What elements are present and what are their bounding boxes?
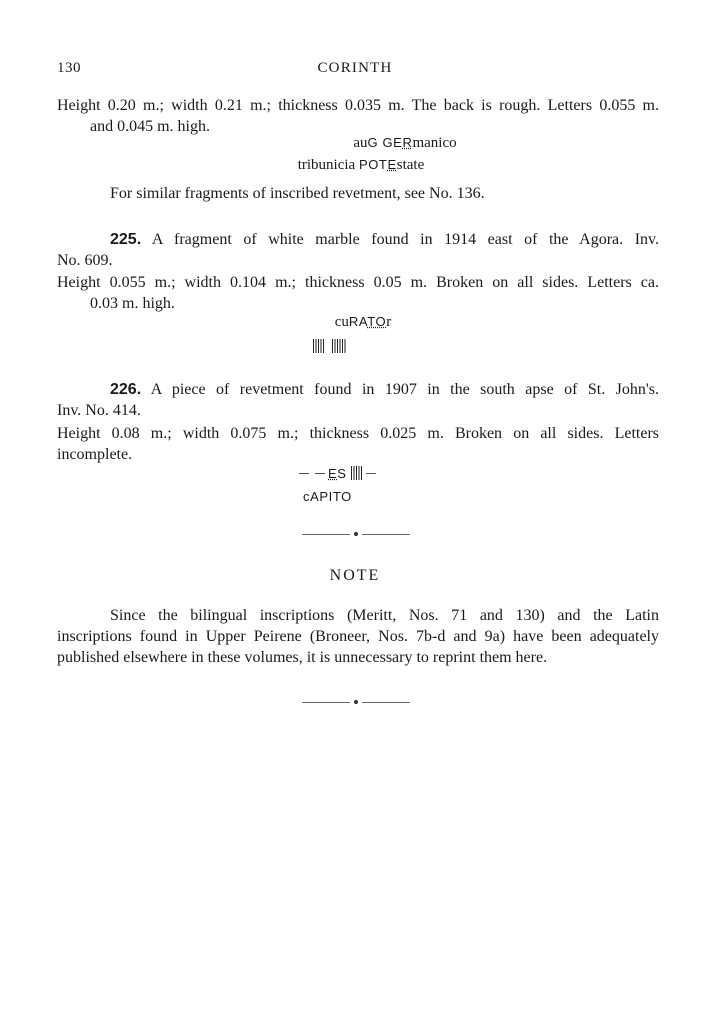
damaged-letters-hatching (313, 339, 325, 353)
entry-224-dimensions-line-2: and 0.045 m. high. (90, 118, 210, 135)
page-number: 130 (57, 60, 81, 76)
entry-224-inscription-line-2 (0, 156, 710, 174)
inscription-lowercase: cu (334, 314, 349, 330)
running-head: CORINTH (317, 60, 393, 76)
lacuna-dash (366, 473, 376, 474)
entry-226-inscription-line-1 (296, 465, 379, 483)
note-heading: NOTE (329, 567, 381, 584)
section-divider (302, 531, 410, 539)
inscription-dotted-letter: E (328, 466, 338, 481)
entry-226-description-line-2: Inv. No. 414. (57, 402, 141, 419)
inscription-capitals: S (337, 466, 347, 481)
inscription-dotted-letter: E (387, 157, 397, 172)
entry-224-reference: For similar fragments of inscribed revetment, see No. 136. (110, 185, 485, 202)
inscription-lowercase: tribunicia (297, 157, 359, 173)
inscription-dotted-letter: T (367, 314, 376, 329)
entry-224-inscription-line-1 (0, 134, 710, 152)
entry-225-dimensions-line-2: 0.03 m. high. (90, 295, 175, 312)
inscription-dotted-letter: O (375, 314, 387, 329)
inscription-capitals: G GE (367, 135, 403, 150)
entry-225-description-text: A fragment of white marble found in 1914 east of the Agora. Inv. (151, 231, 659, 248)
entry-224-dimensions-line-1: Height 0.20 m.; width 0.21 m.; thickness 0.035 m. The back is rough. Letters 0.055 m. (57, 97, 659, 114)
entry-226-dimensions-line-2: incomplete. (57, 446, 133, 463)
damaged-letters-hatching (332, 339, 346, 353)
entry-226-dimensions-line-1: Height 0.08 m.; width 0.075 m.; thickness 0.025 m. Broken on all sides. Letters (57, 425, 659, 442)
inscription-capitals: POT (358, 157, 388, 172)
entry-number: 225. (110, 231, 142, 248)
entry-number: 226. (110, 381, 142, 398)
entry-226-inscription-line-2 (303, 488, 352, 506)
inscription-capitals: RA (348, 314, 368, 329)
inscription-lowercase: au (353, 135, 368, 151)
note-paragraph-line-1: Since the bilingual inscriptions (Meritt, Nos. 71 and 130) and the Latin (110, 607, 659, 624)
entry-225-inscription-damaged-letters (313, 338, 346, 356)
inscription-lowercase: manico (412, 135, 457, 151)
entry-225-dimensions-line-1: Height 0.055 m.; width 0.104 m.; thickness 0.05 m. Broken on all sides. Letters ca. (57, 274, 659, 291)
inscription-capitals: APITO (310, 489, 352, 504)
inscription-lowercase: state (396, 157, 425, 173)
entry-225-description-line-2: No. 609. (57, 252, 113, 269)
lacuna-dash (299, 473, 309, 474)
damaged-letters-hatching (351, 466, 363, 480)
inscription-lowercase: r (386, 314, 392, 330)
lacuna-dash (315, 473, 325, 474)
entry-226-description-text: A piece of revetment found in 1907 in the south apse of St. John's. (150, 381, 659, 398)
section-divider (302, 699, 410, 707)
entry-226-description-line-1 (110, 380, 659, 400)
note-paragraph-line-3: published elsewhere in these volumes, it is unnecessary to reprint them here. (57, 649, 548, 666)
inscription-dotted-letter: R (402, 135, 413, 150)
inscription-lowercase: c (303, 489, 311, 504)
note-paragraph-line-2: inscriptions found in Upper Peirene (Broneer, Nos. 7b-d and 9a) have been adequately (57, 628, 659, 645)
entry-225-inscription-line-1 (0, 313, 710, 331)
entry-225-description-line-1 (110, 230, 659, 250)
